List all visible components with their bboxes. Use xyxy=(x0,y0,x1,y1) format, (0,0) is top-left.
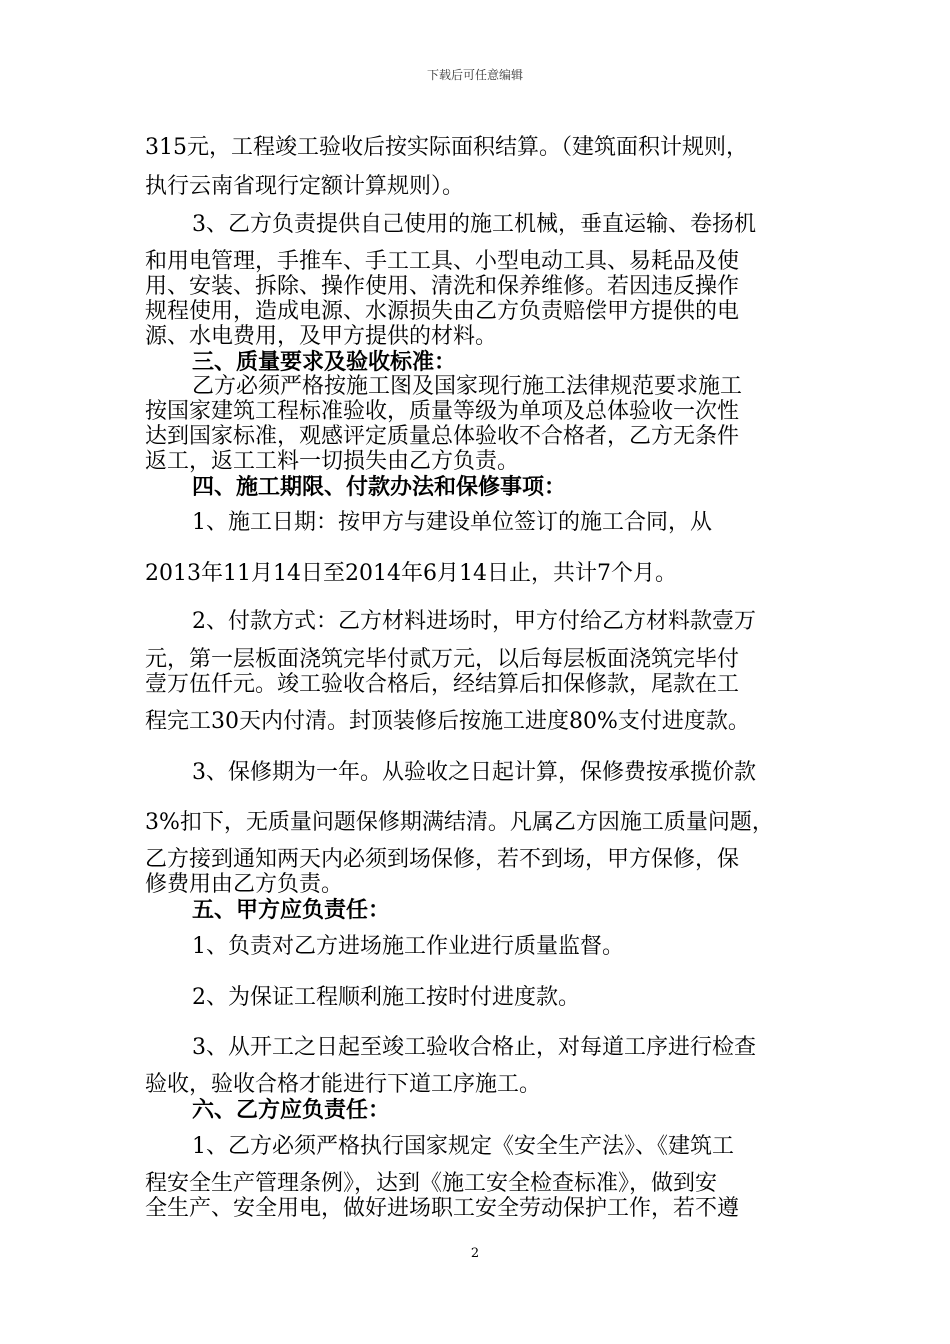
paragraph-line: 乙方必须严格按施工图及国家现行施工法律规范要求施工 xyxy=(192,374,743,399)
paragraph-line: 2013年11月14日至2014年6月14日止，共计7个月。 xyxy=(145,561,677,586)
paragraph-line: 3、从开工之日起至竣工验收合格止，对每道工序进行检查 xyxy=(192,1035,756,1060)
paragraph-line: 修费用由乙方负责。 xyxy=(145,872,344,897)
paragraph-line: 返工，返工工料一切损失由乙方负责。 xyxy=(145,449,520,474)
paragraph-line: 源、水电费用，及甲方提供的材料。 xyxy=(145,324,498,349)
paragraph-line: 2、为保证工程顺利施工按时付进度款。 xyxy=(192,985,580,1010)
paragraph-line: 1、乙方必须严格执行国家规定《安全生产法》、《建筑工 xyxy=(192,1134,734,1159)
paragraph-line: 2、付款方式：乙方材料进场时，甲方付给乙方材料款壹万 xyxy=(192,609,756,634)
paragraph-line: 1、负责对乙方进场施工作业进行质量监督。 xyxy=(192,934,624,959)
paragraph-line: 执行云南省现行定额计算规则）。 xyxy=(145,174,465,199)
section-heading: 四、施工期限、付款办法和保修事项： xyxy=(192,474,567,500)
paragraph-line: 3、乙方负责提供自己使用的施工机械，垂直运输、卷扬机 xyxy=(192,212,756,237)
paragraph-line: 3%扣下，无质量问题保修期满结清。凡属乙方因施工质量问题， xyxy=(145,810,774,835)
paragraph-line: 规程使用，造成电源、水源损失由乙方负责赔偿甲方提供的电 xyxy=(145,299,740,324)
section-heading: 五、甲方应负责任： xyxy=(192,897,391,923)
paragraph-line: 乙方接到通知两天内必须到场保修，若不到场，甲方保修，保 xyxy=(145,847,740,872)
paragraph-line: 元，第一层板面浇筑完毕付贰万元，以后每层板面浇筑完毕付 xyxy=(145,647,740,672)
section-heading: 三、质量要求及验收标准： xyxy=(192,349,457,375)
page-header: 下载后可任意编辑 xyxy=(426,68,523,82)
paragraph-line: 按国家建筑工程标准验收，质量等级为单项及总体验收一次性 xyxy=(145,399,740,424)
section-heading: 六、乙方应负责任： xyxy=(192,1097,391,1123)
paragraph-line: 和用电管理，手推车、手工工具、小型电动工具、易耗品及使 xyxy=(145,249,740,274)
paragraph-line: 用、安装、拆除、操作使用、清洗和保养维修。若因违反操作 xyxy=(145,274,740,299)
page-number: 2 xyxy=(470,1246,480,1261)
paragraph-line: 壹万伍仟元。竣工验收合格后，经结算后扣保修款，尾款在工 xyxy=(145,672,740,697)
paragraph-line: 3、保修期为一年。从验收之日起计算，保修费按承揽价款 xyxy=(192,760,756,785)
paragraph-line: 达到国家标准，观感评定质量总体验收不合格者，乙方无条件 xyxy=(145,424,740,449)
paragraph-line: 验收，验收合格才能进行下道工序施工。 xyxy=(145,1072,542,1097)
paragraph-line: 315元，工程竣工验收后按实际面积结算。（建筑面积计规则， xyxy=(145,135,748,160)
paragraph-line: 1、施工日期：按甲方与建设单位签订的施工合同，从 xyxy=(192,510,712,535)
paragraph-line: 程完工30天内付清。封顶装修后按施工进度80%支付进度款。 xyxy=(145,709,750,734)
paragraph-line: 程安全生产管理条例》，达到《施工安全检查标准》，做到安 xyxy=(145,1171,718,1196)
paragraph-line: 全生产、安全用电，做好进场职工安全劳动保护工作，若不遵 xyxy=(145,1196,740,1221)
